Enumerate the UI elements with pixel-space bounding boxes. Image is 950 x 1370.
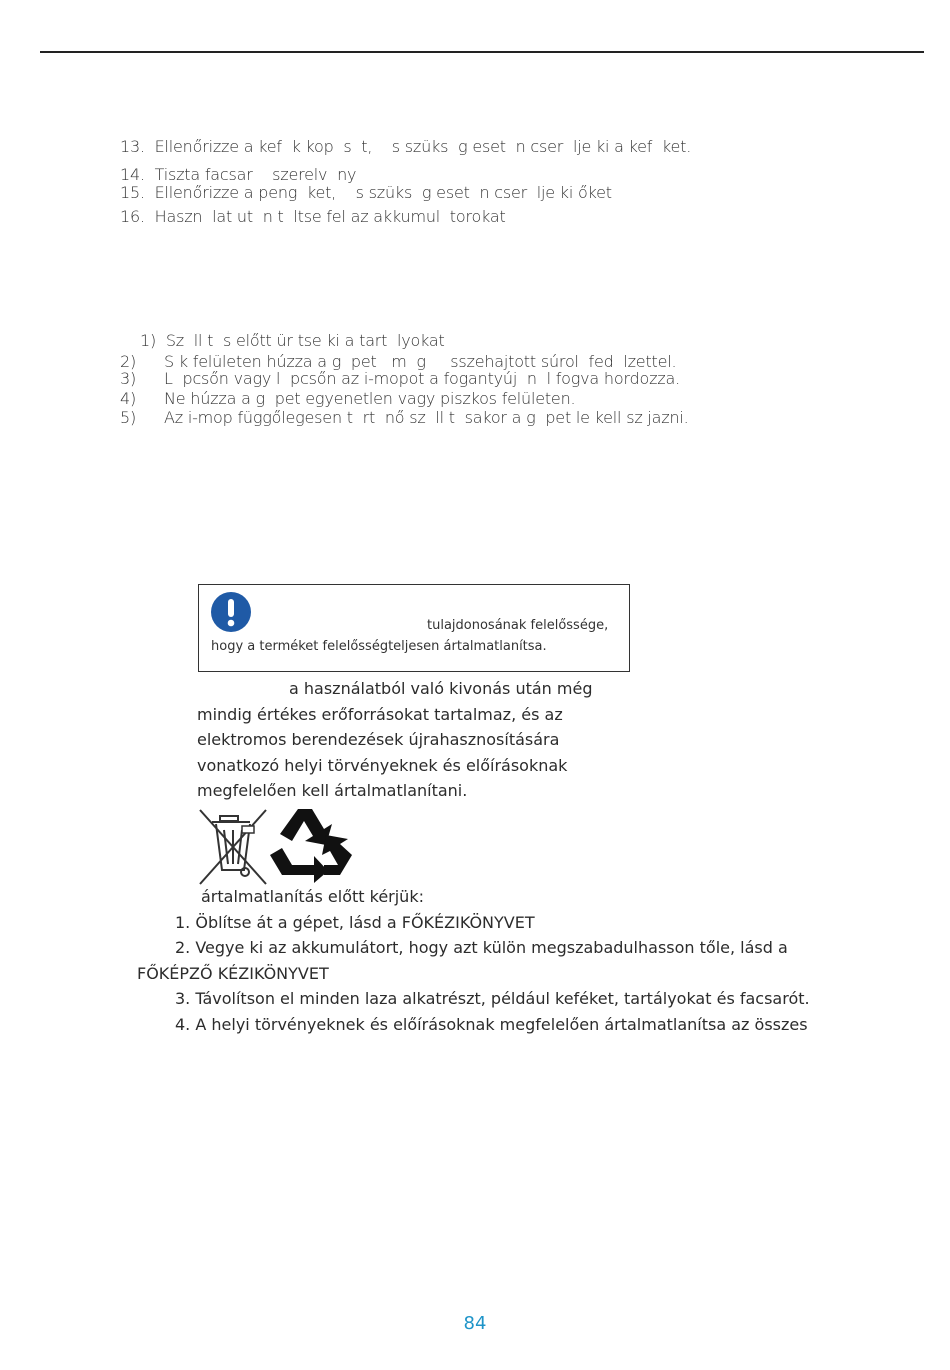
maintenance-item-16 xyxy=(120,207,506,226)
disposal-paragraph-line: megfelelően kell ártalmatlanítani. xyxy=(197,781,468,800)
disposal-step-1: 1. Öblítse át a gépet, lásd a FŐKÉZIKÖNYVET xyxy=(175,913,535,932)
item-text: Ne húzza a g pet egyenetlen vagy piszkos felületen. xyxy=(164,389,576,408)
transport-item-3 xyxy=(120,369,680,388)
transport-item-1 xyxy=(140,331,445,350)
disposal-step-2: 2. Vegye ki az akkumulátort, hogy azt külön megszabadulhasson tőle, lásd a xyxy=(175,938,788,957)
disposal-paragraph-line: a használatból való kivonás után még xyxy=(289,679,593,698)
transport-item-5 xyxy=(120,408,689,427)
notice-box xyxy=(198,584,630,672)
item-text: Ellenőrizze a kef k kop s t, s szüks g eset n cser lje ki a kef ket. xyxy=(154,137,692,156)
disposal-step-4: 4. A helyi törvényeknek és előírásoknak megfelelően ártalmatlanítsa az összes xyxy=(175,1015,808,1034)
item-text: Haszn lat ut n t ltse fel az akkumul torokat xyxy=(154,207,506,226)
recycle-icon xyxy=(268,803,354,887)
item-number: 2) xyxy=(120,352,137,371)
item-text: Az i-mop függőlegesen t rt nő sz ll t sakor a g pet le kell sz jazni. xyxy=(164,408,689,427)
notice-line-2: hogy a terméket felelősségteljesen ártalmatlanítsa. xyxy=(211,639,547,654)
header-rule xyxy=(40,51,924,53)
maintenance-item-13 xyxy=(120,137,691,156)
disposal-paragraph-line: mindig értékes erőforrásokat tartalmaz, és az xyxy=(197,705,563,724)
maintenance-item-14 xyxy=(120,165,356,184)
item-text: S k felületen húzza a g pet m g sszehajtott súrol fed lzettel. xyxy=(164,352,677,371)
item-text: Ellenőrizze a peng ket, s szüks g eset n cser lje ki őket xyxy=(154,183,612,202)
item-number: 13. xyxy=(120,137,145,156)
exclamation-icon xyxy=(211,592,251,632)
item-number: 5) xyxy=(120,408,137,427)
item-number: 15. xyxy=(120,183,145,202)
item-number: 1) xyxy=(140,331,157,350)
disposal-intro: ártalmatlanítás előtt kérjük: xyxy=(201,887,424,906)
item-text: Sz ll t s előtt ür tse ki a tart lyokat xyxy=(165,331,445,350)
item-number: 14. xyxy=(120,165,145,184)
disposal-paragraph-line: vonatkozó helyi törvényeknek és előírásoknak xyxy=(197,756,568,775)
transport-item-4 xyxy=(120,389,575,408)
maintenance-item-15 xyxy=(120,183,612,202)
page-number: 84 xyxy=(463,1313,487,1334)
item-number: 4) xyxy=(120,389,137,408)
notice-line-1: tulajdonosának felelőssége, xyxy=(427,618,609,633)
item-text: Tiszta facsar szerelv ny xyxy=(154,165,357,184)
disposal-step-2-continued: FŐKÉPZŐ KÉZIKÖNYVET xyxy=(137,964,329,983)
item-text: L pcsőn vagy l pcsőn az i-mopot a fogantyúj n l fogva hordozza. xyxy=(164,369,680,388)
disposal-paragraph-line: elektromos berendezések újrahasznosítására xyxy=(197,730,560,749)
item-number: 16. xyxy=(120,207,145,226)
disposal-step-3: 3. Távolítson el minden laza alkatrészt, például keféket, tartályokat és facsarót. xyxy=(175,989,810,1008)
item-number: 3) xyxy=(120,369,137,388)
crossed-out-bin-icon xyxy=(198,808,270,890)
